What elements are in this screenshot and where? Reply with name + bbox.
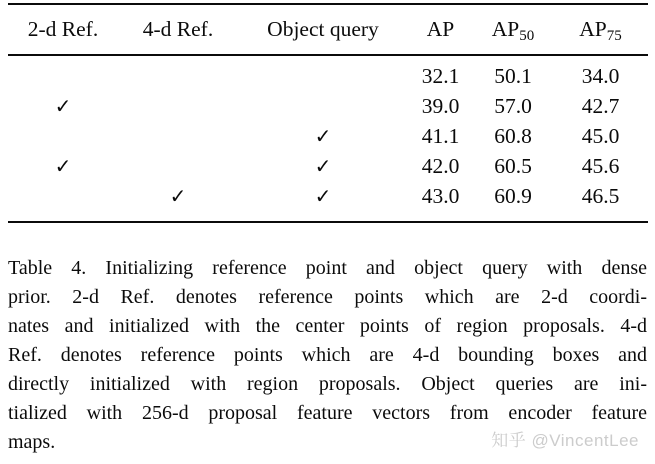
caption-line: tialized with 256-d proposal feature vectors from encoder feature	[8, 402, 647, 424]
ap75-value: 34.0	[581, 63, 620, 88]
table-body	[8, 56, 648, 221]
ap-value: 41.1	[421, 123, 460, 148]
header-ap50-base: AP	[491, 17, 520, 41]
header-ap: AP	[426, 17, 455, 41]
ap50-value: 60.5	[494, 153, 532, 178]
watermark-zhihu-vincentlee: 知乎 @VincentLee	[491, 431, 639, 450]
check-cell-2d-ref: ✓	[54, 95, 72, 118]
ap50-value: 50.1	[494, 63, 532, 88]
header-object-query: Object query	[267, 17, 379, 41]
header-ap50-subscript: 50	[519, 28, 535, 44]
ap75-value: 45.6	[581, 153, 620, 178]
ap75-value: 45.0	[581, 123, 620, 148]
results-table	[8, 3, 648, 223]
caption-line: Table 4. Initializing reference point and object query with dense	[8, 257, 647, 279]
header-ap75	[553, 17, 648, 42]
ap-value: 39.0	[421, 93, 460, 118]
header-2d-ref: 2-d Ref.	[27, 17, 99, 41]
check-cell-object-query: ✓	[314, 185, 332, 208]
ap50-value: 60.8	[494, 123, 532, 148]
caption-line: Ref. denotes reference points which are 4-d bounding boxes and	[8, 344, 647, 366]
check-cell-object-query: ✓	[314, 155, 332, 178]
caption-line: maps.	[8, 431, 56, 453]
check-cell-object-query: ✓	[314, 125, 332, 148]
ap-value: 43.0	[421, 183, 460, 208]
table-row	[8, 61, 648, 91]
caption-line: directly initialized with region proposals. Object queries are ini-	[8, 373, 647, 395]
ap-value: 42.0	[421, 153, 460, 178]
table-row	[8, 151, 648, 181]
header-4d-ref: 4-d Ref.	[142, 17, 214, 41]
check-cell-4d-ref: ✓	[169, 185, 187, 208]
check-cell-2d-ref: ✓	[54, 155, 72, 178]
header-ap75-base: AP	[579, 17, 607, 41]
header-ap50	[473, 17, 553, 42]
ap-value: 32.1	[421, 63, 460, 88]
table-row	[8, 91, 648, 121]
header-ap75-subscript: 75	[606, 28, 622, 44]
table-header-row	[8, 5, 648, 56]
ap50-value: 57.0	[494, 93, 532, 118]
ap75-value: 46.5	[581, 183, 620, 208]
caption-line: nates and initialized with the center points of region proposals. 4-d	[8, 315, 647, 337]
caption-line: prior. 2-d Ref. denotes reference points which are 2-d coordi-	[8, 286, 647, 308]
ap50-value: 60.9	[494, 183, 532, 208]
table-row	[8, 121, 648, 151]
ap75-value: 42.7	[581, 93, 620, 118]
table-row	[8, 181, 648, 211]
